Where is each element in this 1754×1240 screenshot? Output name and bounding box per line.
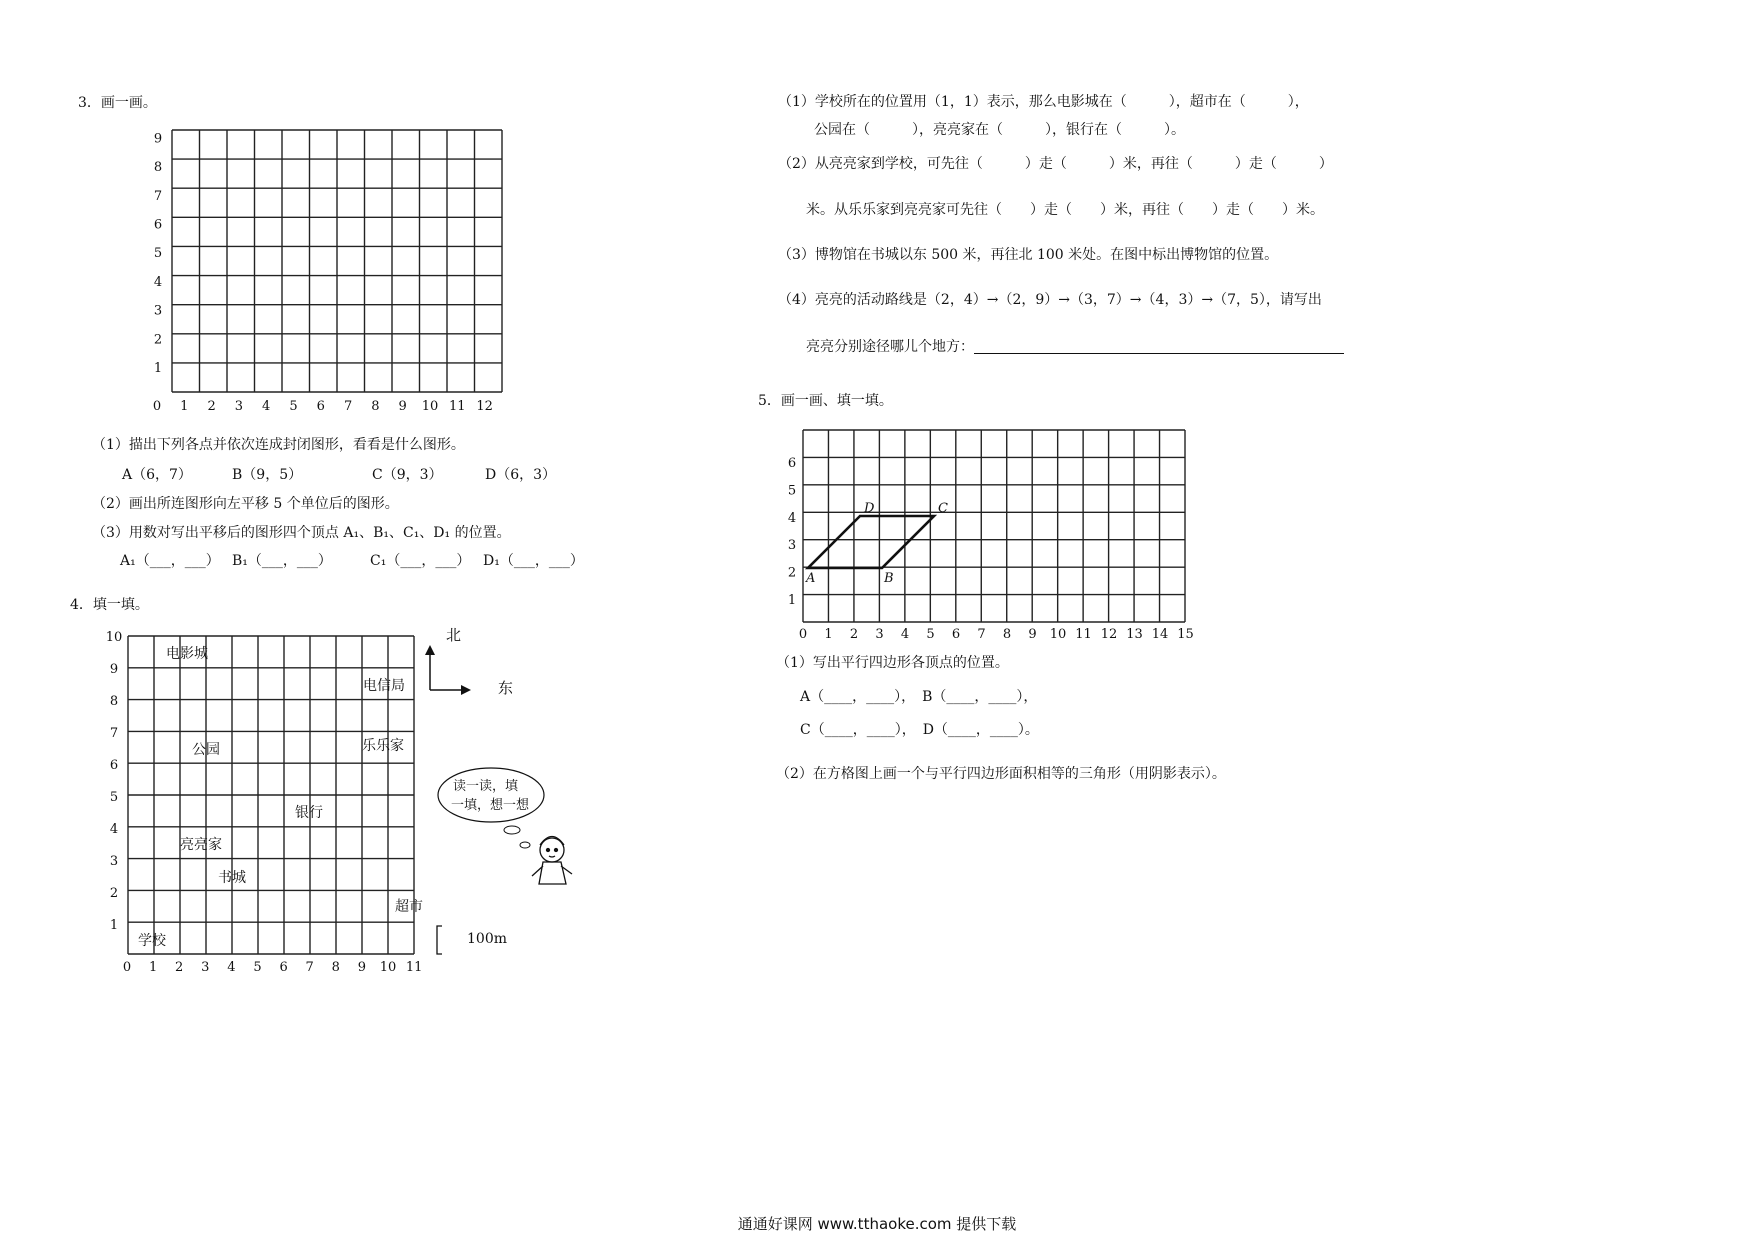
q3-point-a: A（6，7） (122, 467, 192, 483)
vertex-label-a: A (806, 571, 816, 586)
q5-x-tick: 13 (1126, 627, 1143, 642)
q3-x-tick: 0 (152, 399, 162, 414)
q3-answer-a1: A₁（___，___） (120, 553, 220, 569)
q3-question-2: （2）画出所连图形向左平移 5 个单位后的图形。 (92, 496, 399, 512)
q3-x-tick: 8 (371, 399, 380, 414)
q5-x-tick: 15 (1177, 627, 1194, 642)
q5-x-tick: 11 (1075, 627, 1092, 642)
q3-x-tick: 5 (289, 399, 298, 414)
q4-y-tick: 5 (109, 790, 119, 805)
q3-answer-d1: D₁（___，___） (483, 553, 584, 569)
place-liangliang-home: 亮亮家 (180, 837, 222, 853)
q3-answer-c1: C₁（___，___） (370, 553, 471, 569)
q5-x-tick: 12 (1100, 627, 1118, 642)
q4-x-tick: 0 (122, 960, 132, 975)
q4-question-4a: （4）亮亮的活动路线是（2，4）→（2，9）→（3，7）→（4，3）→（7，5），请写出 (778, 292, 1322, 308)
q4-x-tick: 3 (201, 960, 210, 975)
q4-question-4b-text: 亮亮分别途径哪儿个地方： (806, 339, 974, 355)
q3-y-tick: 6 (153, 217, 163, 233)
q3-y-tick: 2 (153, 332, 163, 348)
q4-y-tick: 2 (109, 886, 119, 901)
compass-north-label: 北 (446, 626, 462, 644)
vertex-label-d: D (864, 501, 875, 516)
bubble-text-1: 读一读，填 (453, 779, 519, 794)
q5-question-1: （1）写出平行四边形各顶点的位置。 (776, 655, 1009, 671)
q3-x-tick: 4 (262, 399, 271, 414)
q4-y-tick: 7 (109, 726, 119, 741)
q4-y-tick: 9 (109, 662, 119, 677)
place-telecom: 电信局 (363, 678, 405, 694)
q3-y-tick: 8 (153, 160, 163, 176)
q5-title: 5．画一画、填一填。 (758, 393, 893, 409)
q3-answer-b1: B₁（___，___） (232, 553, 332, 569)
q5-x-tick: 4 (900, 627, 910, 642)
q3-x-tick: 11 (449, 399, 466, 414)
q5-question-2: （2）在方格图上画一个与平行四边形面积相等的三角形（用阴影表示）。 (776, 766, 1226, 782)
q3-x-tick: 3 (234, 399, 244, 414)
q4-x-tick: 2 (175, 960, 184, 975)
place-bookstore: 书城 (218, 870, 246, 886)
q4-x-tick: 5 (253, 960, 262, 975)
q3-y-tick: 4 (153, 274, 163, 290)
q3-question-3: （3）用数对写出平移后的图形四个顶点 A₁、B₁、C₁、D₁ 的位置。 (92, 525, 511, 541)
q5-y-tick: 1 (787, 593, 797, 608)
vertex-label-c: C (938, 501, 948, 516)
q3-y-tick: 3 (153, 303, 163, 319)
q4-y-tick: 3 (109, 854, 119, 869)
q5-x-tick: 9 (1028, 627, 1037, 642)
place-school: 学校 (138, 933, 166, 949)
place-park: 公园 (192, 742, 220, 758)
parallelogram (808, 516, 934, 568)
q4-x-tick: 1 (148, 960, 158, 975)
q5-x-tick: 6 (951, 627, 961, 642)
bubble-text-2: 一填，想一想 (451, 798, 530, 813)
q4-question-1a: （1）学校所在的位置用（1，1）表示，那么电影城在（ ），超市在（ ）， (778, 94, 1309, 110)
q3-x-tick: 10 (421, 399, 439, 414)
q3-point-c: C（9，3） (372, 467, 443, 483)
q3-y-tick: 5 (153, 246, 163, 262)
q3-y-tick: 7 (153, 188, 163, 204)
q4-x-tick: 11 (405, 960, 423, 975)
place-supermarket: 超市 (395, 899, 423, 915)
q3-y-tick: 1 (153, 361, 163, 376)
q5-x-tick: 7 (977, 627, 986, 642)
place-cinema: 电影城 (166, 646, 208, 662)
q4-question-2a: （2）从亮亮家到学校，可先往（ ）走（ ）米，再往（ ）走（ ） (778, 156, 1333, 172)
q4-y-tick: 8 (109, 694, 119, 709)
q5-x-tick: 2 (849, 627, 859, 642)
q3-title: 3．画一画。 (78, 95, 157, 111)
q4-title: 4．填一填。 (70, 597, 149, 613)
scale-label: 100m (467, 931, 507, 947)
q3-x-tick: 12 (476, 399, 493, 414)
q3-question-1: （1）描出下列各点并依次连成封闭图形，看看是什么图形。 (92, 437, 465, 453)
q5-y-tick: 3 (787, 538, 797, 554)
q5-y-tick: 2 (787, 565, 797, 581)
q3-x-tick: 2 (207, 399, 216, 414)
q3-point-b: B（9，5） (232, 467, 303, 483)
q4-question-2b: 米。从乐乐家到亮亮家可先往（ ）走（ ）米，再往（ ）走（ ）米。 (806, 202, 1324, 218)
q4-x-tick: 10 (379, 960, 397, 975)
q5-y-tick: 6 (787, 456, 797, 471)
q4-x-tick: 8 (331, 960, 340, 975)
vertex-label-b: B (884, 571, 894, 586)
q5-x-tick: 3 (875, 627, 884, 642)
q4-x-tick: 6 (279, 960, 288, 975)
q4-question-3: （3）博物馆在书城以东 500 米，再往北 100 米处。在图中标出博物馆的位置。 (778, 247, 1279, 263)
q4-y-tick: 6 (109, 758, 119, 773)
q4-y-tick: 1 (109, 918, 119, 933)
q4-question-1b: 公园在（ ），亮亮家在（ ），银行在（ ）。 (814, 122, 1185, 138)
q5-x-tick: 8 (1002, 627, 1012, 642)
q4-y-tick: 4 (109, 822, 119, 837)
footer: 通通好课网 www.tthaoke.com 提供下载 (737, 1215, 1017, 1233)
q5-answer-ab: A（____，____）， B（____，____）， (800, 689, 1038, 705)
q5-x-tick: 5 (926, 627, 935, 642)
q3-x-tick: 9 (398, 399, 407, 414)
q5-x-tick: 0 (798, 627, 808, 642)
q4-x-tick: 7 (305, 960, 314, 975)
compass-east-label: 东 (498, 679, 514, 697)
place-lele-home: 乐乐家 (362, 738, 404, 754)
q3-x-tick: 1 (180, 399, 189, 414)
q5-answer-cd: C（____，____）， D（____，____）。 (800, 722, 1039, 738)
q5-y-tick: 4 (787, 510, 797, 526)
q3-point-d: D（6，3） (485, 467, 557, 483)
q5-x-tick: 14 (1151, 627, 1169, 642)
q5-x-tick: 1 (824, 627, 833, 642)
q4-y-tick: 10 (105, 630, 123, 645)
q5-y-tick: 5 (787, 483, 797, 499)
q3-x-tick: 7 (343, 399, 353, 414)
q3-x-tick: 6 (316, 399, 325, 414)
q4-x-tick: 4 (227, 960, 236, 975)
place-bank: 银行 (295, 805, 323, 821)
q3-y-tick: 9 (153, 131, 163, 147)
q4-x-tick: 9 (357, 960, 367, 975)
q5-x-tick: 10 (1049, 627, 1067, 642)
